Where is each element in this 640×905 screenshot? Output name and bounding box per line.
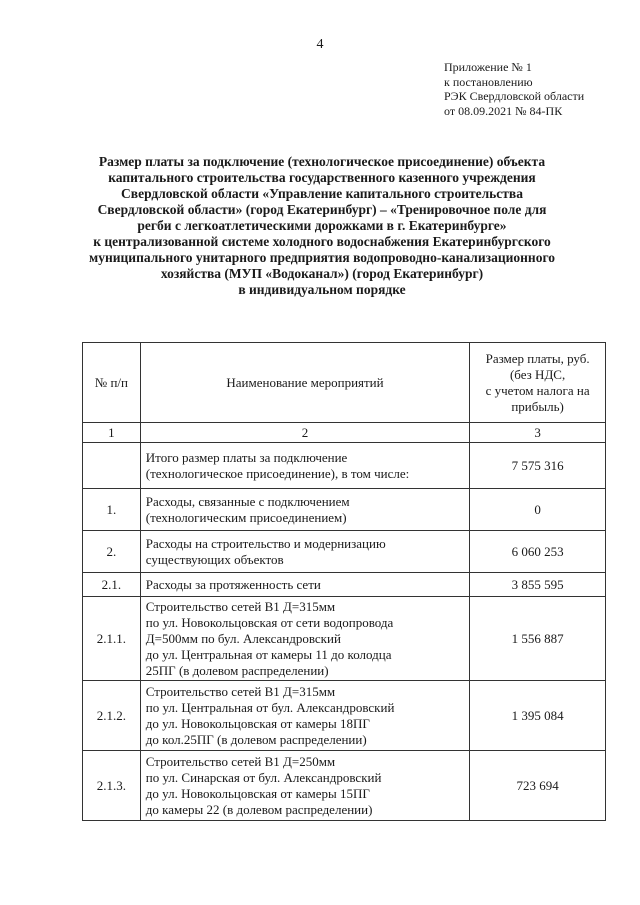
title-line: капитального строительства государственного казенного учреждения xyxy=(108,170,536,185)
description-line: 25ПГ (в долевом распределении) xyxy=(145,662,329,678)
table-row xyxy=(83,443,606,489)
header-amount-line: прибыль) xyxy=(511,398,564,414)
title-line: муниципального унитарного предприятия водопроводно-канализационного xyxy=(89,250,555,265)
row-description xyxy=(140,681,469,751)
row-value: 0 xyxy=(470,489,606,531)
appendix-note xyxy=(444,60,634,118)
header-amount-line: Размер платы, руб. xyxy=(485,350,590,366)
row-num: 2.1.1. xyxy=(83,597,141,681)
description-line: Итого размер платы за подключение xyxy=(145,449,348,465)
document-title xyxy=(40,154,604,298)
description-line: Строительство сетей В1 Д=315мм xyxy=(145,598,336,614)
description-line: Расходы на строительство и модернизацию xyxy=(145,535,386,551)
title-line: регби с легкоатлетическими дорожками в г. Екатеринбурге» xyxy=(137,218,507,233)
row-description xyxy=(140,443,469,489)
row-num: 2.1.3. xyxy=(83,751,141,821)
description-line: Д=500мм по бул. Александровский xyxy=(145,630,341,646)
description-line: до ул. Центральная от камеры 11 до колодца xyxy=(145,646,392,662)
appendix-line: РЭК Свердловской области xyxy=(444,89,585,103)
title-line: в индивидуальном порядке xyxy=(238,282,406,297)
title-line: Свердловской области «Управление капитального строительства xyxy=(121,186,523,201)
title-line: хозяйства (МУП «Водоканал») (город Екатеринбург) xyxy=(160,266,484,281)
description-line: до ул. Новокольцовская от камеры 18ПГ xyxy=(145,715,370,731)
header-num: № п/п xyxy=(83,343,141,423)
row-description xyxy=(140,597,469,681)
fee-table xyxy=(82,342,606,821)
table-row xyxy=(83,531,606,573)
table-row xyxy=(83,597,606,681)
description-line: до кол.25ПГ (в долевом распределении) xyxy=(145,731,367,747)
row-value: 1 556 887 xyxy=(470,597,606,681)
header-amount-line: с учетом налога на xyxy=(485,382,590,398)
index-cell: 2 xyxy=(140,423,469,443)
title-line: к централизованной системе холодного водоснабжения Екатеринбургского xyxy=(93,234,551,249)
description-line: по ул. Синарская от бул. Александровский xyxy=(145,769,382,785)
table-header-row xyxy=(83,343,606,423)
header-name: Наименование мероприятий xyxy=(140,343,469,423)
column-index-row xyxy=(83,423,606,443)
table-row xyxy=(83,681,606,751)
row-num xyxy=(83,443,141,489)
row-value: 6 060 253 xyxy=(470,531,606,573)
appendix-line: Приложение № 1 xyxy=(444,60,532,74)
row-description xyxy=(140,489,469,531)
row-value: 3 855 595 xyxy=(470,573,606,597)
header-amount xyxy=(470,343,606,423)
table-row xyxy=(83,489,606,531)
description-line: Расходы за протяженность сети xyxy=(145,576,321,592)
description-line: существующих объектов xyxy=(145,551,284,567)
row-num: 1. xyxy=(83,489,141,531)
description-line: Строительство сетей В1 Д=315мм xyxy=(145,683,336,699)
description-line: (технологическое присоединение), в том числе: xyxy=(145,465,410,481)
header-amount-line: (без НДС, xyxy=(509,366,566,382)
description-line: (технологическим присоединением) xyxy=(145,509,347,525)
description-line: по ул. Центральная от бул. Александровский xyxy=(145,699,395,715)
table-row xyxy=(83,751,606,821)
row-value: 723 694 xyxy=(470,751,606,821)
row-description xyxy=(140,531,469,573)
row-num: 2.1. xyxy=(83,573,141,597)
appendix-line: к постановлению xyxy=(444,74,533,89)
row-num: 2.1.2. xyxy=(83,681,141,751)
description-line: Строительство сетей В1 Д=250мм xyxy=(145,753,336,769)
row-description xyxy=(140,751,469,821)
description-line: до камеры 22 (в долевом распределении) xyxy=(145,801,373,817)
appendix-line: от 08.09.2021 № 84-ПК xyxy=(444,103,563,118)
index-cell: 3 xyxy=(470,423,606,443)
page-number: 4 xyxy=(316,37,324,52)
description-line: до ул. Новокольцовская от камеры 15ПГ xyxy=(145,785,370,801)
row-description xyxy=(140,573,469,597)
index-cell: 1 xyxy=(83,423,141,443)
title-line: Свердловской области» (город Екатеринбург) – «Тренировочное поле для xyxy=(97,202,547,217)
table-row xyxy=(83,573,606,597)
row-value: 7 575 316 xyxy=(470,443,606,489)
description-line: Расходы, связанные с подключением xyxy=(145,493,350,509)
row-num: 2. xyxy=(83,531,141,573)
description-line: по ул. Новокольцовская от сети водопровода xyxy=(145,614,394,630)
row-value: 1 395 084 xyxy=(470,681,606,751)
title-line: Размер платы за подключение (технологическое присоединение) объекта xyxy=(98,154,546,169)
